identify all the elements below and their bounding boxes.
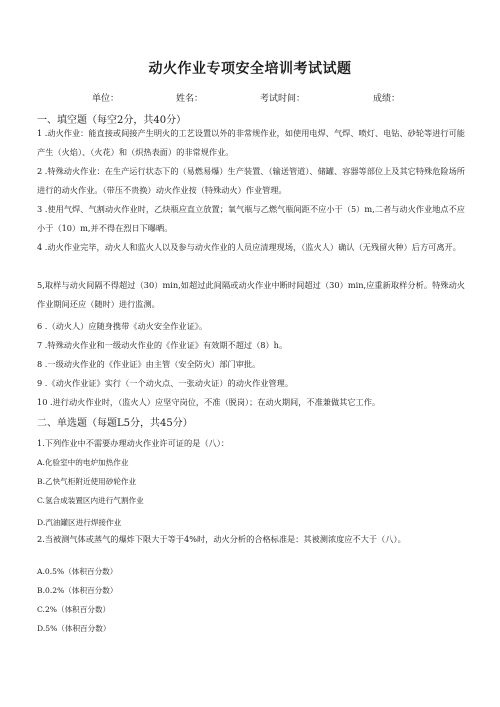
exam-info-row	[0, 91, 500, 105]
exam-time-label: 考试时间：	[260, 94, 306, 104]
fill-in-item-9: 9 .《动火作业证》实行（一个动火点、一张动火证）的动火作业管理。	[37, 378, 294, 388]
page-title: 动火作业专项安全培训考试试题	[148, 61, 352, 77]
fill-in-heading: 一、填空题（每空2分，共40分）	[37, 115, 187, 126]
single-choice-heading: 二、单选题（每题L5分，共45分）	[37, 418, 193, 429]
question-2: 2.当被测气体或蒸气的爆炸下限大于等于4%时，动火分析的合格标准是：其被测浓度应不大于（八）。	[37, 534, 406, 544]
score-label: 成绩：	[373, 94, 401, 104]
name-label: 姓名：	[176, 94, 204, 104]
fill-in-item-1: 1 .动火作业：能直接或间接产生明火的工艺设置以外的非常规作业，如使用电焊、气焊、喷灯、电钻、砂轮等进行可能产生（火焰）、（火花）和（炽热表面）的非常规作业。	[37, 128, 465, 157]
q1-option-d: D.汽油罐区进行焊接作业	[37, 518, 122, 527]
q2-option-b: B.0.2%（体积百分数）	[37, 586, 118, 595]
q1-option-c: C.氢合成装置区内进行气割作业	[37, 496, 144, 505]
q2-option-d: D.5%（体积百分数）	[37, 624, 111, 633]
fill-in-item-4: 4 .动火作业完毕，动火人和监火人以及参与动火作业的人员应清理现场，（监火人）确认（无残留火种）后方可离开。	[37, 242, 461, 252]
fill-in-item-6: 6 .（动火人）应随身携带《动火安全作业证》。	[37, 321, 208, 331]
question-1: 1.下列作业中不需要办理动火作业许可证的是（八）：	[37, 438, 230, 448]
q1-option-a: A.化验室中的电炉加热作业	[37, 458, 129, 467]
fill-in-item-5: 5,取样与动火间隔不得超过（30）min,如超过此间隔或动火作业中断时间超过（30）min,应重新取样分析。特殊动火作业期间还应（随时）进行监测。	[37, 280, 465, 309]
fill-in-item-10: 10 .进行动火作业时，（监火人）应坚守岗位，不准（脱岗）；在动火期间，不准兼做其它工作。	[37, 397, 381, 407]
unit-label: 单位：	[92, 94, 120, 104]
fill-in-item-3: 3 .使用气焊、气割动火作业时，乙炔瓶应直立放置；氧气瓶与乙燃气瓶间距不应小于（5）m,二者与动火作业地点不应小于（10）m,并不得在烈日下曝晒。	[37, 204, 465, 233]
q2-option-a: A.0.5%（体积百分数）	[37, 567, 118, 576]
q2-option-c: C.2%（体积百分数）	[37, 605, 111, 614]
fill-in-item-8: 8 .一级动火作业的《作业证》由主管（安全防火）部门审批。	[37, 359, 261, 369]
q1-option-b: B.乙快气柜附近使用砂轮作业	[37, 477, 137, 486]
fill-in-item-2: 2 .特殊动火作业：在生产运行状态下的（易燃易爆）生产装置、（输送管道）、储罐、容器等部位上及其它特殊危险场所进行的动火作业。（带压不贵换）动火作业按（特殊动火）作业管理。	[37, 166, 465, 195]
fill-in-item-7: 7 .特殊动火作业和一级动火作业的《作业证》有效期不超过（8）h。	[37, 340, 288, 350]
